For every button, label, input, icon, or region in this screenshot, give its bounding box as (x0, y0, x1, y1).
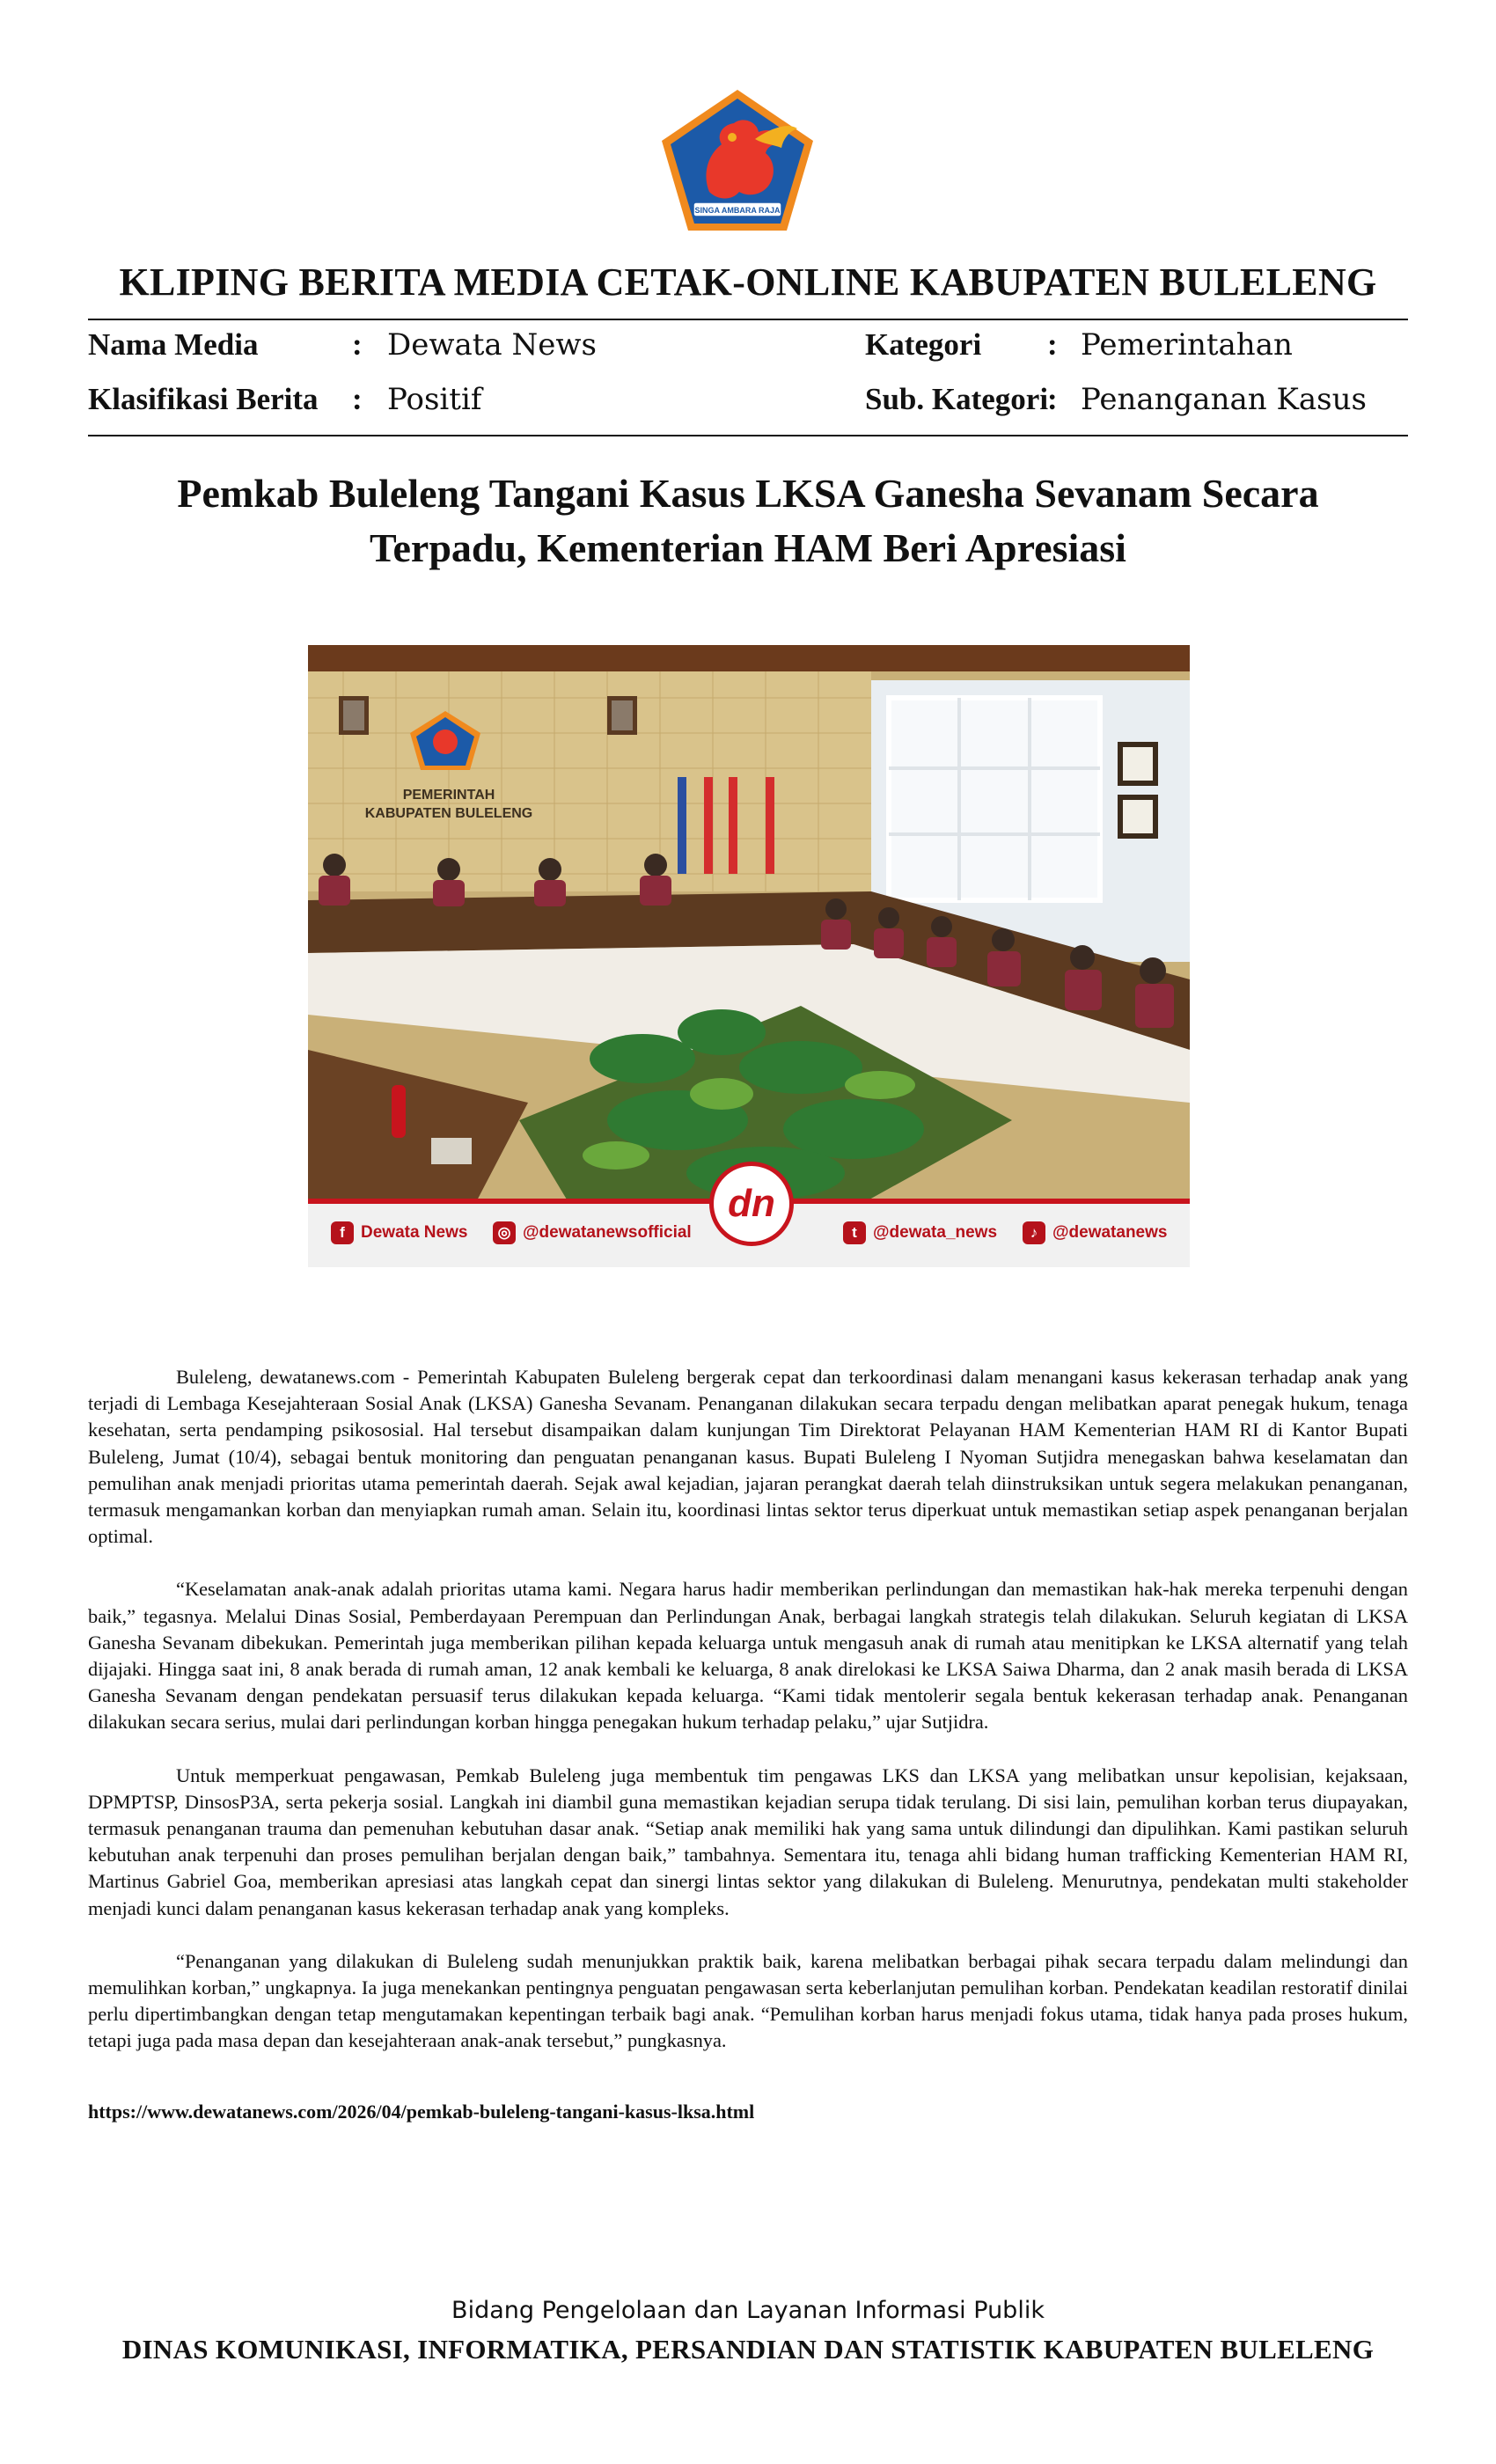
footer-department: Bidang Pengelolaan dan Layanan Informasi Publik (451, 2297, 1045, 2324)
dewata-news-logo: dn (709, 1162, 794, 1246)
footer-agency: DINAS KOMUNIKASI, INFORMATIKA, PERSANDIAN DAN STATISTIK KABUPATEN BULELENG (121, 2334, 1375, 2365)
article-paragraph-1: Buleleng, dewatanews.com - Pemerintah Kabupaten Buleleng bergerak cepat dan terkoordinasi dalam menangani kasus kekerasan terhadap anak yang terjadi di Lembaga Kesejahteraan Sosial Anak (LKSA) Ganesha Sevanam. Penanganan dilakukan secara terpadu dengan melibatkan aparat penegak hukum, tenaga kesehatan, serta pendamping psikososial. Hal tersebut disampaikan dalam kunjungan Tim Direktorat Pelayanan HAM Kementerian HAM RI di Kantor Bupati Buleleng, Jumat (10/4), sebagai bentuk monitoring dan penguatan penanganan kasus. Bupati Buleleng I Nyoman Sutjidra menegaskan bahwa keselamatan dan pemulihan anak menjadi prioritas utama pemerintah daerah. Sejak awal kejadian, jajaran perangkat daerah telah diinstruksikan untuk segera melakukan penanganan, termasuk mengamankan korban dan menyiapkan rumah aman. Selain itu, koordinasi lintas sektor terus diperkuat untuk memastikan setiap aspek penanganan berjalan optimal. (88, 1366, 1408, 1548)
subkategori-label: Sub. Kategori (865, 382, 1049, 416)
tiktok-icon: ♪ (1023, 1221, 1045, 1244)
source-url[interactable]: https://www.dewatanews.com/2026/04/pemkab-buleleng-tangani-kasus-lksa.html (88, 2101, 755, 2123)
article-body (88, 1364, 1408, 2081)
tiktok-handle (1023, 1221, 1167, 1244)
article-headline (88, 466, 1408, 576)
twitter-handle (843, 1221, 997, 1244)
buleleng-crest-icon (658, 86, 817, 234)
subkategori-value: Penanganan Kasus (1081, 382, 1367, 417)
kategori-value: Pemerintahan (1081, 327, 1293, 363)
crest-motto: SINGA AMBARA RAJA (694, 206, 781, 215)
facebook-icon: f (331, 1221, 354, 1244)
article-photo (308, 645, 1190, 1267)
wall-sign-line-2: KABUPATEN BULELENG (364, 806, 533, 821)
article-paragraph-2: “Keselamatan anak-anak adalah prioritas utama kami. Negara harus hadir memberikan perlindungan dan memastikan hak-hak mereka terpenuhi dengan baik,” tegasnya. Melalui Dinas Sosial, Pemberdayaan Perempuan dan Perlindungan Anak, berbagai langkah strategis telah dilakukan. Seluruh kegiatan di LKSA Ganesha Sevanam dibekukan. Pemerintah juga memberikan pilihan kepada keluarga untuk mengasuh anak di rumah atau menitipkan ke LKSA alternatif yang telah dijajaki. Hingga saat ini, 8 anak berada di rumah aman, 12 anak kembali ke keluarga, 8 anak direlokasi ke LKSA Saiwa Dharma, dan 2 anak masih berada di LKSA Ganesha Sevanam dengan pendekatan persuasif terus dilakukan kepada keluarga. “Kami tidak mentolerir segala bentuk kekerasan terhadap anak. Penanganan dilakukan secara serius, mulai dari perlindungan korban hingga penegakan hukum terhadap pelaku,” ujar Sutjidra. (88, 1578, 1408, 1734)
page-title: KLIPING BERITA MEDIA CETAK-ONLINE KABUPATEN BULELENG (119, 260, 1377, 304)
divider-bottom (88, 435, 1408, 436)
article-paragraph-3: Untuk memperkuat pengawasan, Pemkab Buleleng juga membentuk tim pengawas LKS dan LKSA yang melibatkan unsur kepolisian, kejaksaan, DPMPTSP, DinsosP3A, serta pekerja sosial. Langkah ini diambil guna memastikan kejadian serupa tidak terulang. Di sisi lain, pemulihan korban terus diupayakan, termasuk penanganan trauma dan pemenuhan kebutuhan dasar anak. “Setiap anak memiliki hak yang sama untuk dilindungi dan dipulihkan. Kami pastikan seluruh kebutuhan anak terpenuhi dan proses pemulihan berjalan dengan baik,” tambahnya. Sementara itu, tenaga ahli bidang human trafficking Kementerian HAM RI, Martinus Gabriel Goa, memberikan apresiasi atas langkah cepat dan sinergi lintas sektor yang dilakukan di Buleleng. Menurutnya, pendekatan multi stakeholder menjadi kunci dalam penanganan kasus kekerasan terhadap anak yang kompleks. (88, 1764, 1408, 1919)
media-value: Dewata News (387, 327, 597, 363)
headline-line-2: Terpadu, Kementerian HAM Beri Apresiasi (370, 525, 1126, 570)
klasifikasi-colon: : (352, 382, 363, 416)
instagram-icon: ◎ (493, 1221, 516, 1244)
twitter-handle-text: @dewata_news (873, 1223, 998, 1242)
kategori-label: Kategori (865, 327, 982, 362)
media-colon: : (352, 327, 363, 362)
instagram-handle (493, 1221, 692, 1244)
subkategori-colon: : (1047, 382, 1058, 416)
klasifikasi-value: Positif (387, 382, 482, 417)
divider-top (88, 319, 1408, 320)
article-paragraph-4: “Penanganan yang dilakukan di Buleleng sudah menunjukkan praktik baik, karena melibatkan berbagai pihak secara terpadu dalam melindungi dan memulihkan korban,” ungkapnya. Ia juga menekankan pentingnya penguatan pengawasan serta keberlanjutan pemulihan korban. Pendekatan keadilan restoratif dinilai perlu dipertimbangkan dengan tetap mengutamakan kepentingan terbaik bagi anak. “Pemulihan korban harus menjadi fokus utama, tidak hanya pada proses hukum, tetapi juga pada masa depan dan kesejahteraan anak-anak tersebut,” pungkasnya. (88, 1949, 1408, 2052)
social-strip (308, 1182, 1190, 1267)
klasifikasi-label: Klasifikasi Berita (88, 382, 319, 416)
instagram-handle-text: @dewatanewsofficial (523, 1223, 692, 1242)
headline-line-1: Pemkab Buleleng Tangani Kasus LKSA Ganesha Sevanam Secara (177, 471, 1319, 516)
wall-sign-line-1: PEMERINTAH (402, 788, 495, 803)
facebook-handle (331, 1221, 467, 1244)
tiktok-handle-text: @dewatanews (1052, 1223, 1168, 1242)
kategori-colon: : (1047, 327, 1058, 362)
media-label: Nama Media (88, 327, 259, 362)
facebook-handle-text: Dewata News (361, 1223, 468, 1242)
twitter-icon: t (843, 1221, 866, 1244)
